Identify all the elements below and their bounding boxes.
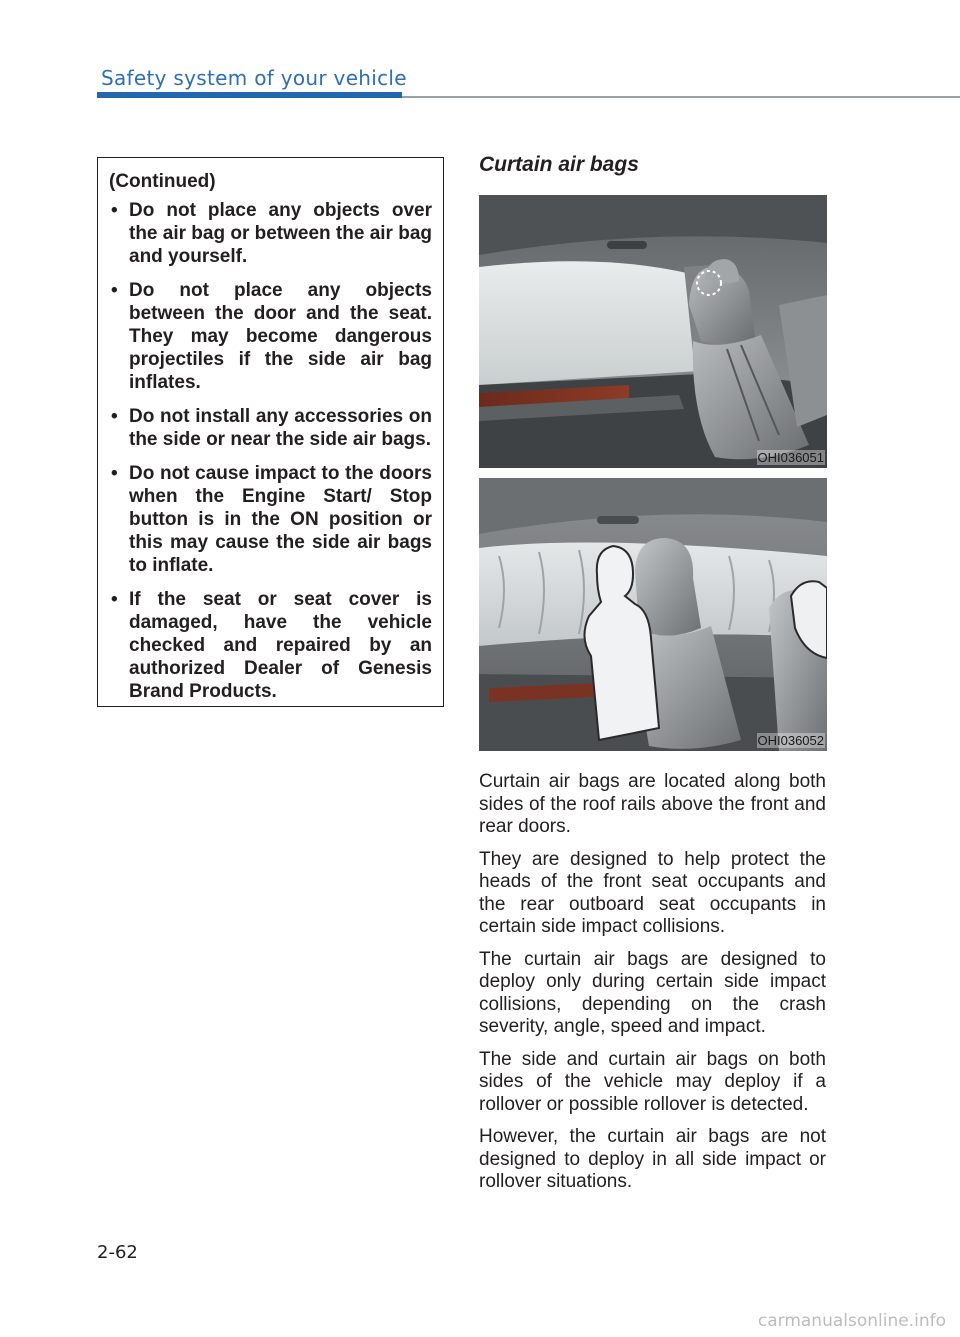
warning-continued-label: (Continued) (109, 171, 216, 192)
warning-item (109, 405, 432, 451)
warning-item-text: Do not place any objects between the door and the seat. They may become dangerous projectiles if the side air bag inflates. (129, 280, 432, 393)
section-header-title: Safety system of your vehicle (101, 66, 407, 90)
warning-item (109, 462, 432, 577)
warning-item-text: Do not cause impact to the doors when the Engine Start/ Stop button is in the ON position or this may cause the side air bags to inflate. (129, 463, 432, 576)
figure-code: OHI036052 (757, 733, 824, 748)
watermark-link[interactable]: carmanualsonline.info (757, 1311, 946, 1331)
bullet-icon: • (111, 200, 118, 221)
bullet-icon: • (111, 463, 118, 484)
bullet-icon: • (111, 280, 118, 301)
body-text (479, 771, 826, 1204)
curtain-airbag-deployed-photo (479, 478, 827, 751)
warning-item-text: Do not place any objects over the air bag or between the air bag and yourself. (129, 200, 433, 267)
figure-code: OHI036051 (757, 450, 824, 465)
paragraph: They are designed to help protect the heads of the front seat occupants and the rear outboard seat occupants in certain side impact collisions. (479, 848, 826, 937)
paragraph: The curtain air bags are designed to deploy only during certain side impact collisions, depending on the crash severity, angle, speed and impact. (479, 948, 826, 1037)
warning-item (109, 588, 432, 703)
seat-interior-illustration (479, 195, 827, 468)
paragraph: The side and curtain air bags on both sides of the vehicle may deploy if a rollover or possible rollover is detected. (479, 1048, 826, 1115)
curtain-airbag-illustration (479, 478, 827, 751)
warning-list (109, 199, 432, 703)
header-accent-bar (97, 92, 402, 98)
paragraph: Curtain air bags are located along both sides of the roof rails above the front and rear doors. (479, 771, 826, 837)
warning-item-text: If the seat or seat cover is damaged, have the vehicle checked and repaired by an authorized Dealer of Genesis Brand Products. (129, 589, 432, 702)
warning-item (109, 199, 432, 268)
header-divider (402, 96, 960, 98)
seat-interior-photo (479, 195, 827, 468)
bullet-icon: • (111, 406, 118, 427)
warning-item (109, 279, 432, 394)
section-title: Curtain air bags (479, 153, 639, 176)
warning-box (97, 157, 444, 707)
page-number: 2-62 (97, 1242, 138, 1263)
bullet-icon: • (111, 589, 118, 610)
warning-item-text: Do not install any accessories on the side or near the side air bags. (129, 406, 432, 450)
paragraph: However, the curtain air bags are not designed to deploy in all side impact or rollover situations. (479, 1126, 826, 1192)
